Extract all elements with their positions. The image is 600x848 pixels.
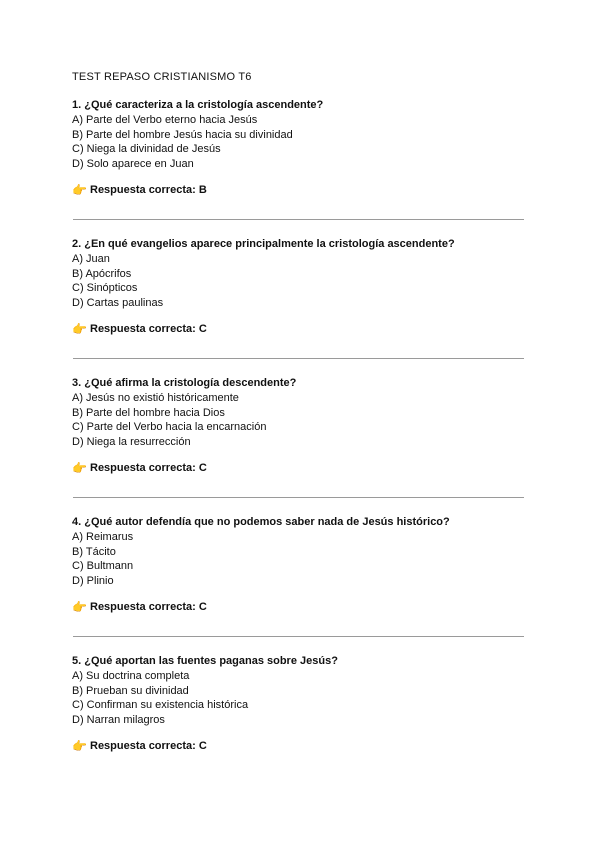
- question-block-4: [72, 515, 532, 614]
- pointing-hand-icon: 👉: [72, 321, 87, 336]
- section-divider: [73, 219, 524, 220]
- pointing-hand-icon: 👉: [72, 460, 87, 475]
- section-divider: [73, 358, 524, 359]
- question-block-2: [72, 237, 532, 336]
- options-list: [72, 391, 532, 450]
- answer-text: Respuesta correcta: C: [90, 322, 207, 335]
- options-list: [72, 669, 532, 728]
- option-d: D) Narran milagros: [72, 714, 165, 727]
- answer-text: Respuesta correcta: C: [90, 461, 207, 474]
- option-d: D) Plinio: [72, 575, 114, 588]
- option-d: D) Niega la resurrección: [72, 436, 191, 449]
- answer-text: Respuesta correcta: B: [90, 183, 207, 196]
- correct-answer: [72, 183, 532, 197]
- option-a: A) Parte del Verbo eterno hacia Jesús: [72, 114, 258, 126]
- options-list: [72, 113, 532, 172]
- question-text: 5. ¿Qué aportan las fuentes paganas sobre Jesús?: [72, 655, 338, 667]
- option-a: A) Su doctrina completa: [72, 670, 190, 682]
- option-c: C) Parte del Verbo hacia la encarnación: [72, 421, 267, 434]
- correct-answer: [72, 322, 532, 336]
- option-c: C) Niega la divinidad de Jesús: [72, 143, 221, 156]
- options-list: [72, 530, 532, 589]
- option-c: C) Bultmann: [72, 560, 134, 573]
- document-title: TEST REPASO CRISTIANISMO T6: [72, 71, 252, 83]
- section-divider: [73, 497, 524, 498]
- question-text: 3. ¿Qué afirma la cristología descendente?: [72, 377, 297, 389]
- question-text: 2. ¿En qué evangelios aparece principalmente la cristología ascendente?: [72, 238, 455, 250]
- pointing-hand-icon: 👉: [72, 599, 87, 614]
- question-block-1: [72, 98, 532, 197]
- option-b: B) Parte del hombre hacia Dios: [72, 406, 225, 419]
- option-a: A) Juan: [72, 253, 110, 265]
- answer-text: Respuesta correcta: C: [90, 739, 207, 752]
- question-block-5: [72, 654, 532, 753]
- pointing-hand-icon: 👉: [72, 738, 87, 753]
- pointing-hand-icon: 👉: [72, 182, 87, 197]
- question-text: 4. ¿Qué autor defendía que no podemos saber nada de Jesús histórico?: [72, 516, 450, 528]
- correct-answer: [72, 461, 532, 475]
- option-c: C) Confirman su existencia histórica: [72, 699, 249, 712]
- option-b: B) Apócrifos: [72, 267, 132, 280]
- correct-answer: [72, 739, 532, 753]
- answer-text: Respuesta correcta: C: [90, 600, 207, 613]
- option-b: B) Parte del hombre Jesús hacia su divinidad: [72, 128, 293, 141]
- option-b: B) Tácito: [72, 545, 116, 558]
- option-d: D) Cartas paulinas: [72, 297, 164, 310]
- option-b: B) Prueban su divinidad: [72, 684, 189, 697]
- question-block-3: [72, 376, 532, 475]
- options-list: [72, 252, 532, 311]
- option-c: C) Sinópticos: [72, 282, 138, 295]
- option-a: A) Jesús no existió históricamente: [72, 392, 239, 404]
- option-a: A) Reimarus: [72, 531, 134, 543]
- section-divider: [73, 636, 524, 637]
- correct-answer: [72, 600, 532, 614]
- question-text: 1. ¿Qué caracteriza a la cristología ascendente?: [72, 99, 324, 111]
- option-d: D) Solo aparece en Juan: [72, 158, 194, 171]
